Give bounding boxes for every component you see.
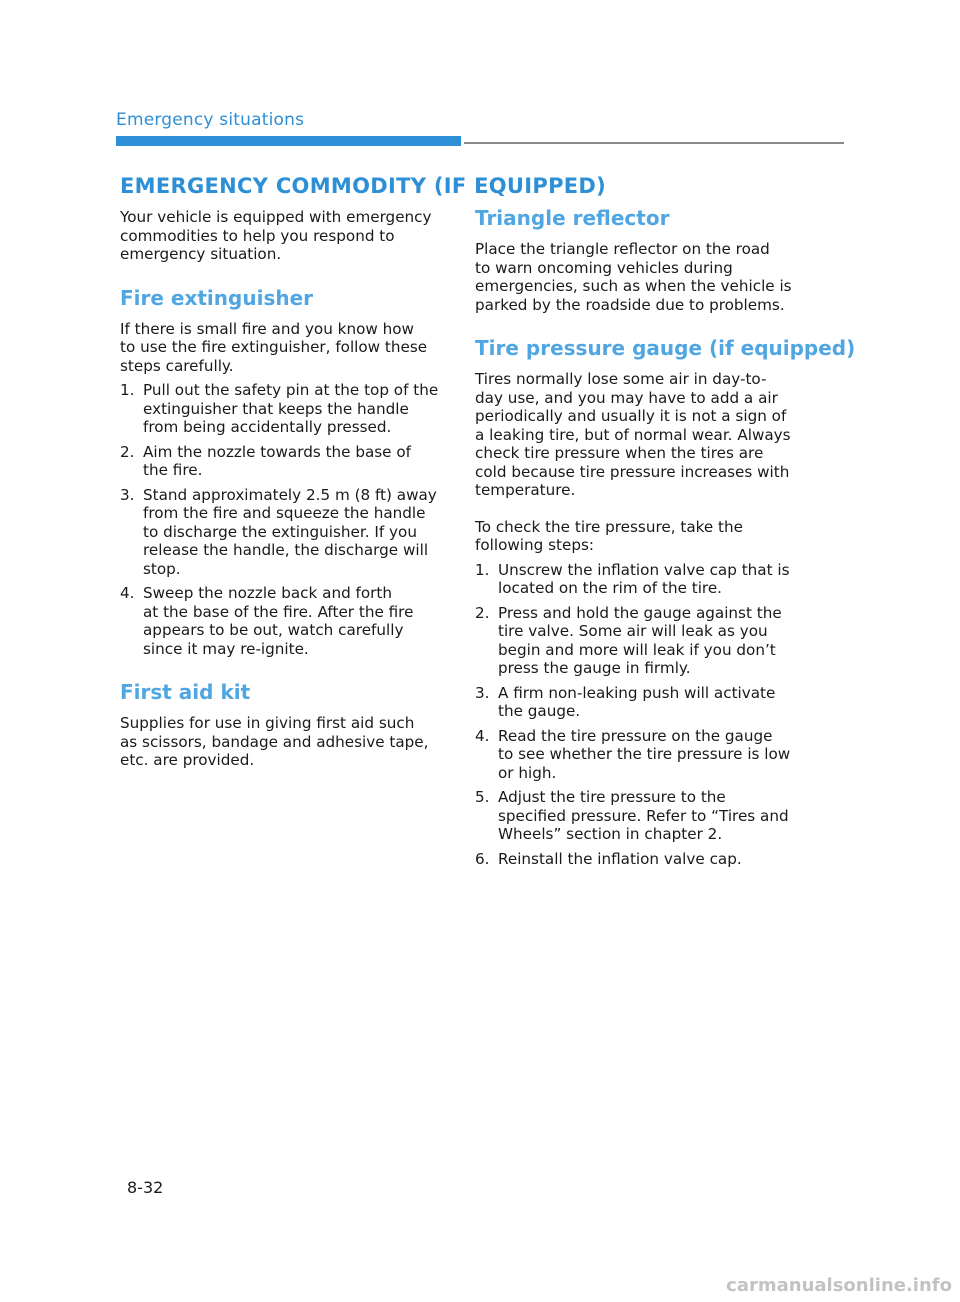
chapter-title: Emergency situations	[116, 110, 305, 130]
list-item	[475, 850, 805, 869]
step-number: 3.	[475, 683, 490, 702]
step-number: 6.	[475, 849, 490, 868]
first-aid-kit-heading: First aid kit	[120, 680, 251, 704]
list-item	[120, 486, 450, 579]
left-column	[120, 208, 450, 782]
tire-pressure-steps-intro: To check the tire pressure, take the following steps:	[475, 517, 743, 554]
step-text: Reinstall the inflation valve cap.	[498, 849, 742, 868]
list-item	[475, 684, 805, 721]
step-number: 1.	[475, 560, 490, 579]
step-number: 2.	[475, 603, 490, 622]
fire-extinguisher-intro: If there is small fire and you know how to use the fire extinguisher, follow these steps carefully.	[120, 319, 428, 375]
watermark: carmanualsonline.info	[726, 1275, 952, 1296]
step-number: 3.	[120, 485, 135, 504]
step-text: Stand approximately 2.5 m (8 ft) away from the fire and squeeze the handle to discharge the extinguisher. If you release the handle, the discharge will stop.	[143, 485, 437, 578]
section-title: EMERGENCY COMMODITY (IF EQUIPPED)	[120, 174, 607, 198]
tire-pressure-gauge-heading: Tire pressure gauge (if equipped)	[475, 336, 856, 360]
step-number: 5.	[475, 788, 490, 806]
triangle-reflector-text: Place the triangle reflector on the road to warn oncoming vehicles during emergencies, such as when the vehicle is parked by the roadside due to problems.	[475, 240, 792, 314]
tire-pressure-gauge-text: Tires normally lose some air in day-to- day use, and you may have to add a air periodically and usually it is not a sign of a leaking tire, but of normal wear. Always check tire pressure when the tires are cold because tire pressure increases with temperature.	[475, 370, 791, 499]
step-text: Adjust the tire pressure to the specified pressure. Refer to “Tires and Wheels” section in chapter 2.	[498, 788, 789, 843]
page-number: 8-32	[127, 1178, 164, 1197]
intro-paragraph: Your vehicle is equipped with emergency commodities to help you respond to emergency situation.	[120, 208, 432, 263]
header-rule	[464, 142, 844, 144]
list-item	[475, 561, 805, 598]
list-item	[120, 443, 450, 480]
tire-pressure-steps	[475, 561, 805, 869]
list-item	[120, 584, 450, 658]
step-number: 4.	[120, 584, 135, 602]
list-item	[120, 381, 450, 437]
first-aid-kit-text: Supplies for use in giving first aid such as scissors, bandage and adhesive tape, etc. are provided.	[120, 714, 429, 769]
list-item	[475, 727, 805, 783]
step-text: Sweep the nozzle back and forth at the base of the fire. After the fire appears to be out, watch carefully since it may re-ignite.	[143, 584, 414, 658]
step-number: 1.	[120, 381, 135, 399]
step-number: 4.	[475, 726, 490, 745]
list-item	[475, 604, 805, 678]
step-text: A firm non-leaking push will activate the gauge.	[498, 683, 776, 720]
fire-extinguisher-heading: Fire extinguisher	[120, 285, 314, 310]
header-accent-bar	[116, 136, 461, 146]
list-item	[475, 788, 805, 844]
step-number: 2.	[120, 442, 135, 461]
step-text: Unscrew the inflation valve cap that is located on the rim of the tire.	[498, 560, 790, 597]
fire-extinguisher-steps	[120, 381, 450, 658]
step-text: Press and hold the gauge against the tire valve. Some air will leak as you begin and more will leak if you don’t press the gauge in firmly.	[498, 603, 782, 677]
step-text: Read the tire pressure on the gauge to see whether the tire pressure is low or high.	[498, 726, 791, 782]
triangle-reflector-heading: Triangle reflector	[475, 206, 670, 230]
step-text: Aim the nozzle towards the base of the fire.	[143, 442, 411, 479]
step-text: Pull out the safety pin at the top of the extinguisher that keeps the handle from being accidentally pressed.	[143, 381, 439, 436]
right-column	[475, 206, 856, 874]
